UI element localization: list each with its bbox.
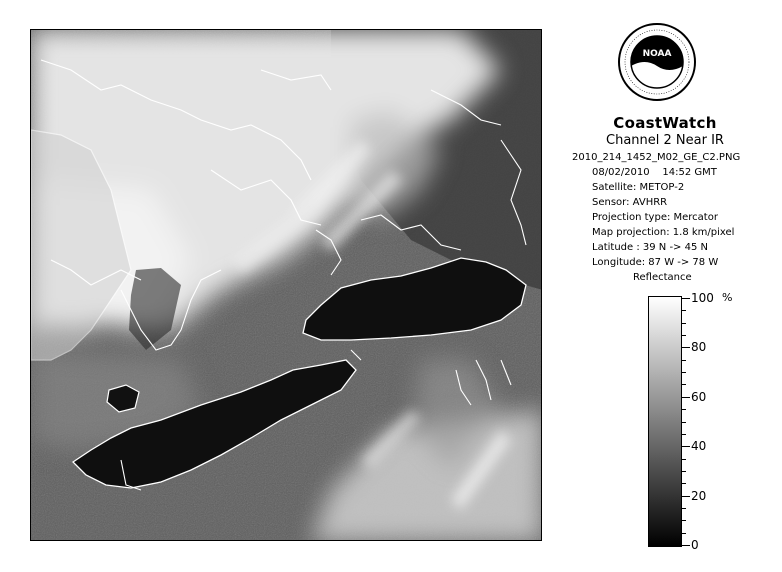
colorbar-tick-label: 20 [691,488,707,503]
colorbar-minor-tick [682,545,690,546]
logo-text: NOAA [642,49,672,59]
colorbar-minor-tick [682,347,690,348]
satellite-map [30,29,542,541]
colorbar-minor-tick [682,409,686,410]
colorbar-minor-tick [682,384,686,385]
colorbar-minor-tick [682,360,686,361]
colorbar-minor-tick [682,298,690,299]
colorbar-minor-tick [682,323,686,324]
colorbar-tick-label: 60 [691,389,707,404]
time: 14:52 GMT [662,167,717,178]
reflectance-colorbar [648,296,682,547]
colorbar-minor-tick [682,533,686,534]
colorbar-minor-tick [682,397,690,398]
date: 08/02/2010 [592,167,650,178]
colorbar-minor-tick [682,508,686,509]
colorbar-tick-label: 40 [691,439,707,454]
colorbar-minor-tick [682,434,686,435]
colorbar-minor-tick [682,520,686,521]
colorbar-minor-tick [682,372,686,373]
colorbar-minor-tick [682,483,686,484]
sensor: Sensor: AVHRR [592,197,668,208]
colorbar-tick-label: 80 [691,340,707,355]
colorbar-tick-label: 100 [691,291,714,305]
datetime [560,165,770,180]
colorbar-minor-tick [682,446,690,447]
noaa-seal-icon [617,22,697,102]
colorbar-minor-tick [682,422,686,423]
legend-unit: % [722,291,733,304]
colorbar-minor-tick [682,496,690,497]
colorbar-minor-tick [682,459,686,460]
satellite: Satellite: METOP-2 [592,182,685,193]
colorbar-minor-tick [682,335,686,336]
image-metadata [560,114,770,270]
satellite-image [31,30,542,541]
filename: 2010_214_1452_M02_GE_C2.PNG [572,152,741,163]
longitude-range: Longitude: 87 W -> 78 W [592,257,719,268]
product-title: CoastWatch [613,114,717,132]
legend-title: Reflectance [633,272,692,283]
colorbar-minor-tick [682,471,686,472]
latitude-range: Latitude : 39 N -> 45 N [592,242,708,253]
map-projection: Map projection: 1.8 km/pixel [592,227,735,238]
colorbar-minor-tick [682,310,686,311]
channel-label: Channel 2 Near IR [606,133,724,148]
projection-type: Projection type: Mercator [592,212,718,223]
colorbar-tick-label: 0 [691,538,699,552]
